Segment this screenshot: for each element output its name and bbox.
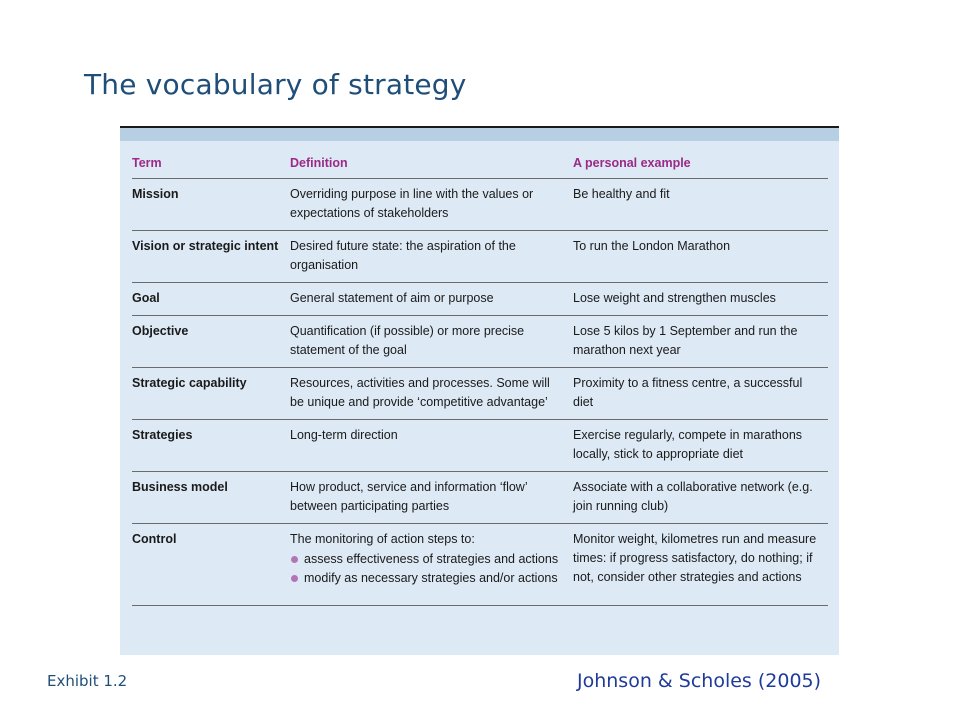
source-citation: Johnson & Scholes (2005) (577, 670, 822, 692)
term-cell: Strategic capability (132, 368, 290, 420)
example-cell: Exercise regularly, compete in marathons locally, stick to appropriate diet (573, 420, 828, 472)
column-header-term: Term (132, 150, 290, 179)
table-row (132, 368, 828, 420)
example-cell: Be healthy and fit (573, 179, 828, 231)
definition-cell: General statement of aim or purpose (290, 283, 573, 316)
definition-cell: Desired future state: the aspiration of the organisation (290, 231, 573, 283)
definition-cell: Long-term direction (290, 420, 573, 472)
bullet-item: assess effectiveness of strategies and actions (290, 551, 565, 568)
example-cell: Monitor weight, kilometres run and measure times: if progress satisfactory, do nothing; if not, consider other strategies and actions (573, 524, 828, 606)
definition-cell: Resources, activities and processes. Some will be unique and provide ‘competitive advantage’ (290, 368, 573, 420)
example-cell: Proximity to a fitness centre, a successful diet (573, 368, 828, 420)
vocabulary-table-panel (120, 126, 839, 655)
table-row (132, 283, 828, 316)
example-cell: To run the London Marathon (573, 231, 828, 283)
term-cell: Vision or strategic intent (132, 231, 290, 283)
term-cell: Mission (132, 179, 290, 231)
vocabulary-table (132, 150, 828, 606)
term-cell: Strategies (132, 420, 290, 472)
definition-cell: How product, service and information ‘flow’ between participating parties (290, 472, 573, 524)
table-row (132, 179, 828, 231)
column-header-example: A personal example (573, 150, 828, 179)
example-cell: Lose 5 kilos by 1 September and run the marathon next year (573, 316, 828, 368)
bullet-item: modify as necessary strategies and/or actions (290, 570, 565, 587)
term-cell: Control (132, 524, 290, 606)
definition-bullet-list (290, 551, 565, 587)
example-cell: Lose weight and strengthen muscles (573, 283, 828, 316)
definition-cell (290, 524, 573, 606)
table-row (132, 472, 828, 524)
definition-cell: Overriding purpose in line with the values or expectations of stakeholders (290, 179, 573, 231)
term-cell: Goal (132, 283, 290, 316)
table-row (132, 231, 828, 283)
table-row (132, 316, 828, 368)
example-cell: Associate with a collaborative network (e.g. join running club) (573, 472, 828, 524)
exhibit-label: Exhibit 1.2 (47, 672, 128, 690)
table-header-row (132, 150, 828, 179)
table-row (132, 524, 828, 606)
panel-header-band (120, 128, 839, 141)
term-cell: Business model (132, 472, 290, 524)
column-header-definition: Definition (290, 150, 573, 179)
table-row (132, 420, 828, 472)
term-cell: Objective (132, 316, 290, 368)
definition-cell: Quantification (if possible) or more precise statement of the goal (290, 316, 573, 368)
definition-intro: The monitoring of action steps to: (290, 532, 475, 546)
page-title: The vocabulary of strategy (84, 68, 467, 101)
